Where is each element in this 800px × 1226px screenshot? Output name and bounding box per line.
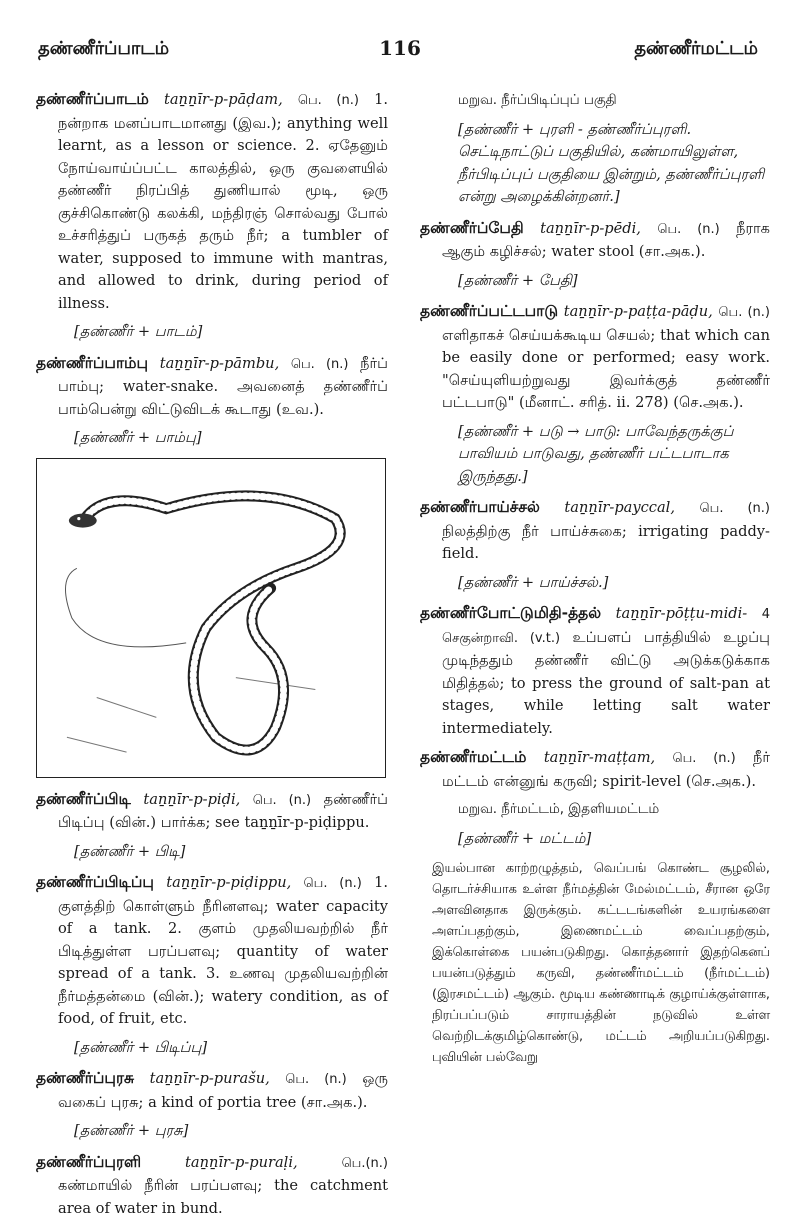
headword: தண்ணீர்பாய்ச்சல் — [420, 498, 540, 516]
part-of-speech: பெ. (n.) — [252, 792, 312, 808]
part-of-speech: பெ.(n.) — [341, 1155, 389, 1171]
part-of-speech: பெ. (n.) — [672, 751, 736, 766]
definition: ஒரு வகைப் புரசு; a kind of portia tree (சா.அக.). — [58, 1070, 388, 1111]
headword: தண்ணீர்ப்பிடிப்பு — [36, 873, 154, 891]
definition: 1. நன்றாக மனப்பாடமானது (இவ.); anything well learnt, as a lesson or science. 2. ஏதேனும் நோய்வாய்ப்பட்ட காலத்தில், ஒரு குவளையில் தண்ணீர் நிரப்பித் துணியால் மூடி, ஒரு குச்சிகொண்டு கலக்கி, மந்திரஞ் சொல்வது போல் உச்சரித்துப் பருகத் தரும் நீர்; a tumbler of water, supposed to immune with mantras, and allowed to drink, during period of illness. — [58, 91, 389, 312]
entry — [36, 788, 388, 835]
etymology: [தண்ணீர் + புரசு] — [74, 1122, 189, 1139]
part-of-speech: பெ. (n.) — [699, 501, 771, 516]
headword: தண்ணீர்ப்பிடி — [36, 789, 131, 808]
entry — [420, 496, 770, 566]
headword: தண்ணீர்ப்பட்டபாடு — [420, 302, 559, 320]
definition: எளிதாகச் செய்யக்கூடிய செயல்; that which can be easily done or performed; easy work. "செய்யுளியற்றுவது இவர்க்குத் தண்ணீர் பட்டபாடு" (மீனாட். சரித். ii. 278) (செ.அக.). — [442, 326, 770, 411]
entry — [36, 352, 388, 422]
transliteration: taṉṉīr-p-pāmbu, — [159, 354, 280, 372]
transliteration: taṉṉīr-maṭṭam, — [543, 749, 656, 766]
synonym-line: மறுவ. நீர்ப்பிடிப்புப் பகுதி — [458, 93, 617, 108]
snake-icon — [37, 459, 385, 777]
transliteration: taṉṉīr-p-paṭṭa-pāḍu, — [563, 303, 713, 320]
part-of-speech: 4 செகுன்றாவி. (v.t.) — [442, 607, 771, 646]
synonym-line: மறுவ. நீர்மட்டம், இதளியமட்டம் — [458, 802, 660, 817]
headword: தண்ணீர்ப்பாம்பு — [36, 353, 149, 372]
part-of-speech: பெ. (n.) — [657, 221, 720, 237]
water-snake-illustration — [36, 458, 386, 778]
etymology: [தண்ணீர் + பாய்ச்சல்.] — [458, 573, 609, 591]
etymology: [தண்ணீர் + புரளி - தண்ணீர்ப்புரளி. செட்டிநாட்டுப் பகுதியில், கண்மாயிலுள்ள, நீர்பிடிப்புப் பகுதியை இன்றும், தண்ணீர்ப்புரளி என்று அழைக்கின்றனர்.] — [458, 120, 765, 205]
definition: கண்மாயில் நீரின் பரப்பளவு; the catchment area of water in bund. — [58, 1177, 388, 1217]
entry — [36, 1067, 388, 1114]
definition: நிலத்திற்கு நீர் பாய்ச்சுகை; irrigating paddy-field. — [442, 522, 770, 562]
transliteration: taṉṉīr-p-piḍi, — [143, 790, 241, 808]
etymology: [தண்ணீர் + பாம்பு] — [74, 429, 202, 446]
definition: 1. குளத்திற் கொள்ளும் நீரினளவு; water capacity of a tank. 2. குளம் முதலியவற்றில் நீர் பிடித்துள்ள பரப்பளவு; quantity of water spread of a tank. 3. உணவு முதலியவற்றின் நீர்மத்தன்மை (வின்.); watery condition, as of food, of fruit, etc. — [58, 874, 389, 1027]
transliteration: taṉṉīr-p-puraḷi, — [185, 1153, 298, 1171]
transliteration: taṉṉīr-p-piḍippu, — [166, 874, 292, 891]
header-right-guideword: தண்ணீர்மட்டம் — [634, 38, 758, 59]
part-of-speech: பெ. (n.) — [718, 305, 770, 320]
headword: தண்ணீர்ப்புரளி — [36, 1152, 142, 1171]
left-column — [36, 88, 388, 1226]
page-number: 116 — [379, 36, 421, 60]
definition: நீர் மட்டம் என்னுங் கருவி; spirit-level (செ.அக.). — [442, 749, 771, 790]
etymology: [தண்ணீர் + படு → பாடு: பாவேந்தருக்குப் பாவியம் பாடுவது, தண்ணீர் பட்டபாடாக இருந்தது.] — [458, 422, 734, 485]
transliteration: taṉṉīr-payccal, — [564, 499, 675, 516]
headword: தண்ணீர்ப்பாடம் — [36, 90, 149, 108]
entry — [36, 871, 388, 1031]
part-of-speech: பெ. (n.) — [303, 876, 362, 891]
page-header — [0, 38, 800, 72]
explanatory-note: இயல்பான காற்றழுத்தம், வெப்பங் கொண்ட சூழலில், தொடர்ச்சியாக உள்ள நீர்மத்தின் மேல்மட்டம், சீரான ஒரே அளவினதாக இருக்கும். கட்டடங்களின் உயரங்களை அளப்பதற்கும், இணைமட்டம் வைப்பதற்கும், இக்கொள்கை பயன்படுகிறது. கொத்தனார் இதற்கெனப் பயன்படுத்தும் கருவி, தண்ணீர்மட்டம் (நீர்மட்டம்) (இரசமட்டம்) ஆகும். மூடிய கண்ணாடிக் குழாய்க்குள்ளாக, நிரப்பப்படும் சாராயத்தின் நடுவில் உள்ள வெற்றிடக்குமிழ்கொண்டு, மட்டம் அறியப்படுகிறது. புவியின் பல்வேறு — [432, 861, 770, 1065]
etymology: [தண்ணீர் + பிடி] — [74, 842, 186, 860]
headword: தண்ணீர்போட்டுமிதி-த்தல் — [420, 604, 602, 622]
entry — [420, 602, 770, 740]
header-left-guideword: தண்ணீர்ப்பாடம் — [38, 38, 170, 59]
entry — [420, 300, 770, 415]
entry — [420, 746, 770, 793]
right-column — [420, 88, 770, 1068]
definition: நீர்ப் பாம்பு; water-snake. அவனைத் தண்ணீர்ப் பாம்பென்று விட்டுவிடக் கூடாது (உவ.). — [58, 354, 389, 418]
entry — [36, 1151, 388, 1221]
headword: தண்ணீர்ப்புரசு — [36, 1069, 135, 1087]
entry — [420, 217, 770, 264]
part-of-speech: பெ. (n.) — [285, 1072, 347, 1087]
part-of-speech: பெ. (n.) — [297, 93, 359, 108]
transliteration: taṉṉīr-pōṭṭu-midi- — [615, 605, 748, 622]
definition: நீராக ஆகும் கழிச்சல்; water stool (சா.அக.). — [442, 219, 771, 260]
etymology: [தண்ணீர் + பாடம்] — [74, 323, 203, 340]
etymology: [தண்ணீர் + மட்டம்] — [458, 829, 592, 847]
etymology: [தண்ணீர் + பிடிப்பு] — [74, 1038, 208, 1056]
part-of-speech: பெ. (n.) — [290, 356, 349, 372]
entry — [36, 88, 388, 315]
headword: தண்ணீர்மட்டம் — [420, 748, 527, 766]
transliteration: taṉṉīr-p-pēdi, — [540, 219, 641, 237]
transliteration: taṉṉīr-p-purašu, — [149, 1070, 270, 1087]
definition: தண்ணீர்ப் பிடிப்பு (வின்.) பார்க்க; see taṉṉīr-p-piḍippu. — [58, 790, 389, 831]
transliteration: taṉṉīr-p-pāḍam, — [163, 91, 283, 108]
etymology: [தண்ணீர் + பேதி] — [458, 271, 578, 289]
definition: உப்பளப் பாத்தியில் உழப்பு முடிந்ததும் தண்ணீர் விட்டு அடுக்கடுக்காக மிதித்தல்; to press the ground of salt-pan at stages, while letting salt water intermediately. — [442, 628, 770, 737]
headword: தண்ணீர்ப்பேதி — [420, 218, 524, 237]
